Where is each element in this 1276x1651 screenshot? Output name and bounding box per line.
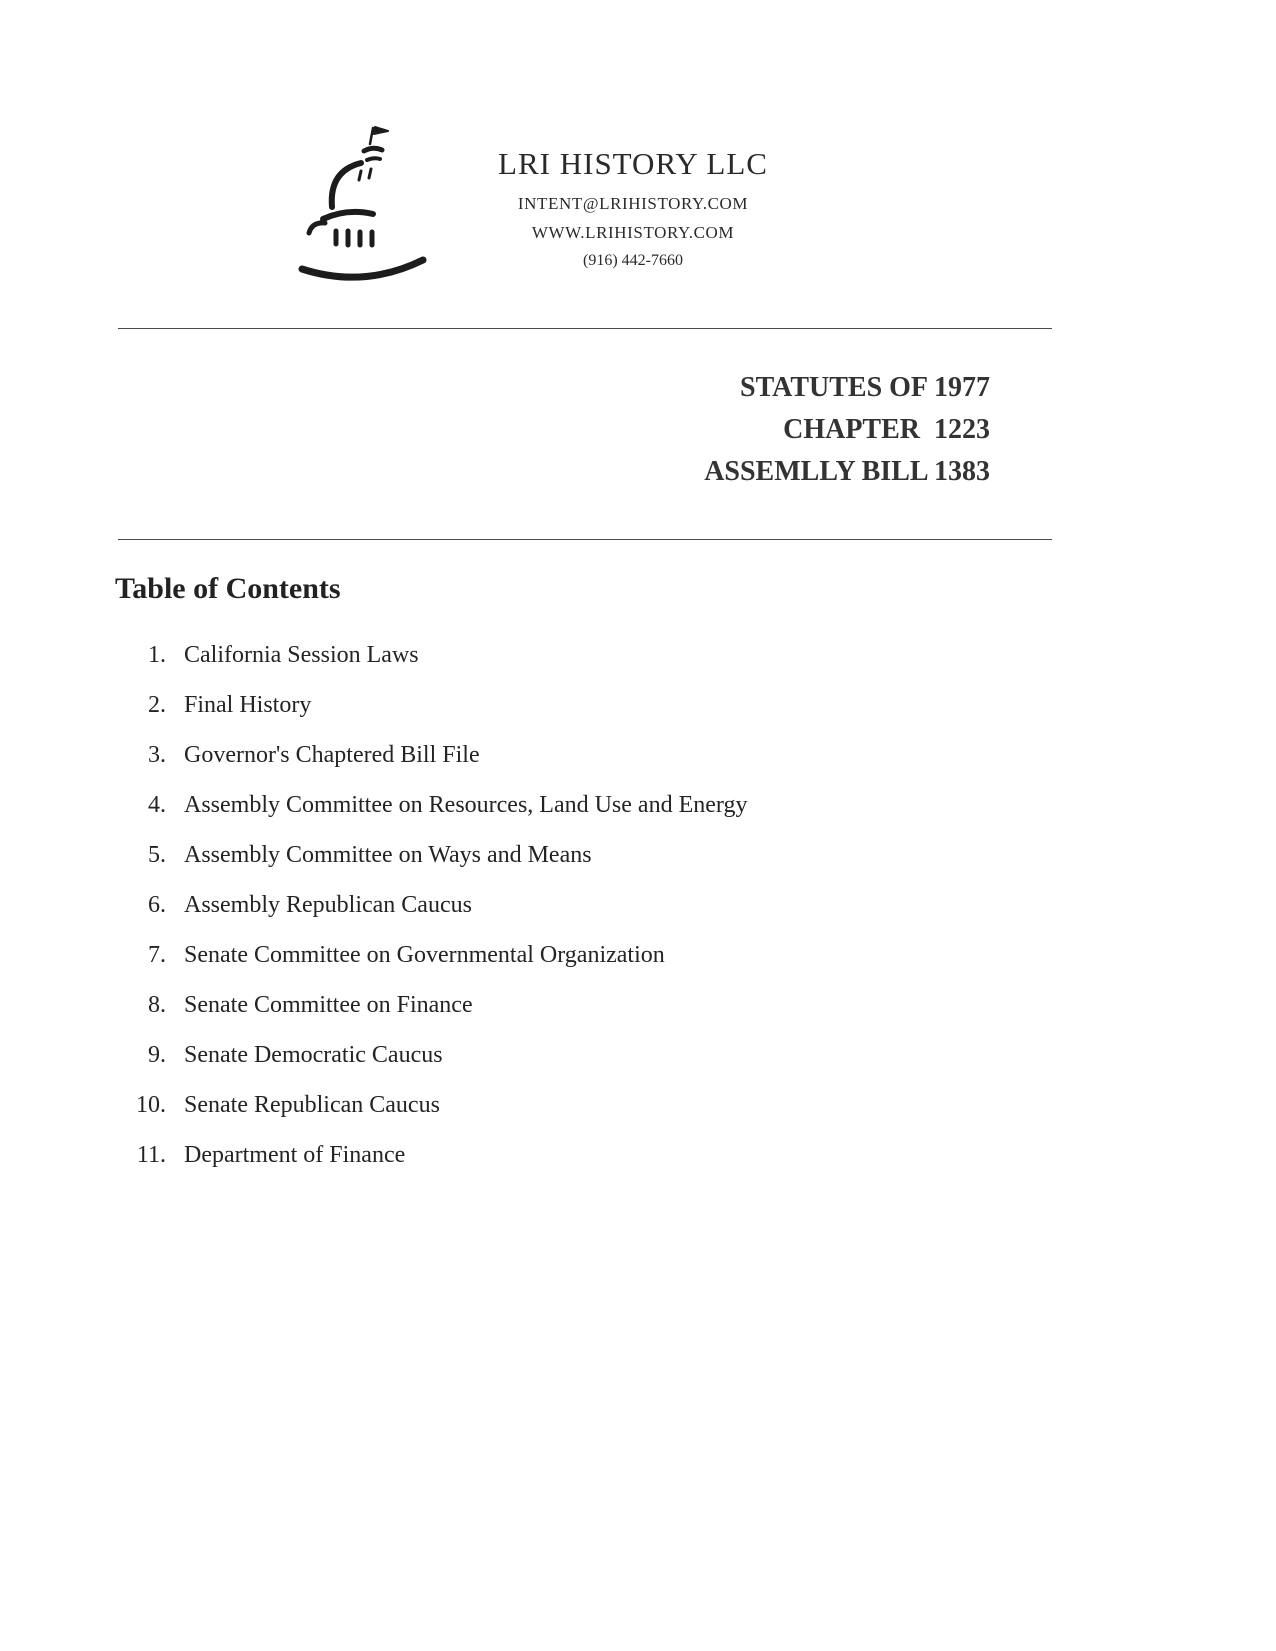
toc-item: 10. Senate Republican Caucus (172, 1092, 1276, 1119)
toc-item: 5. Assembly Committee on Ways and Means (172, 842, 1276, 869)
chapter-line: CHAPTER 1223 (783, 414, 990, 445)
assembly-bill-line: ASSEMLLY BILL 1383 (704, 456, 990, 487)
letterhead (0, 0, 1276, 288)
toc-item: 1. California Session Laws (172, 642, 1276, 669)
company-name: LRI HISTORY LLC (498, 146, 768, 181)
toc-item: 4. Assembly Committee on Resources, Land Use and Energy (172, 792, 1276, 819)
company-phone: (916) 442-7660 (583, 252, 683, 269)
toc-heading: Table of Contents (115, 572, 341, 605)
toc-list (0, 642, 1276, 1169)
company-email: INTENT@LRIHISTORY.COM (517, 194, 749, 213)
divider-bottom (118, 539, 1052, 540)
statute-title-block (0, 329, 1276, 539)
toc-item: 2. Final History (172, 692, 1276, 719)
company-website: WWW.LRIHISTORY.COM (531, 223, 735, 242)
toc-item: 8. Senate Committee on Finance (172, 992, 1276, 1019)
capitol-logo-icon (295, 126, 445, 288)
toc-item: 3. Governor's Chaptered Bill File (172, 742, 1276, 769)
statutes-year-line: STATUTES OF 1977 (740, 372, 990, 403)
toc-item: 11. Department of Finance (172, 1142, 1276, 1169)
toc-item: 6. Assembly Republican Caucus (172, 892, 1276, 919)
letterhead-text (463, 126, 803, 270)
toc-item: 7. Senate Committee on Governmental Organization (172, 942, 1276, 969)
toc-item: 9. Senate Democratic Caucus (172, 1042, 1276, 1069)
